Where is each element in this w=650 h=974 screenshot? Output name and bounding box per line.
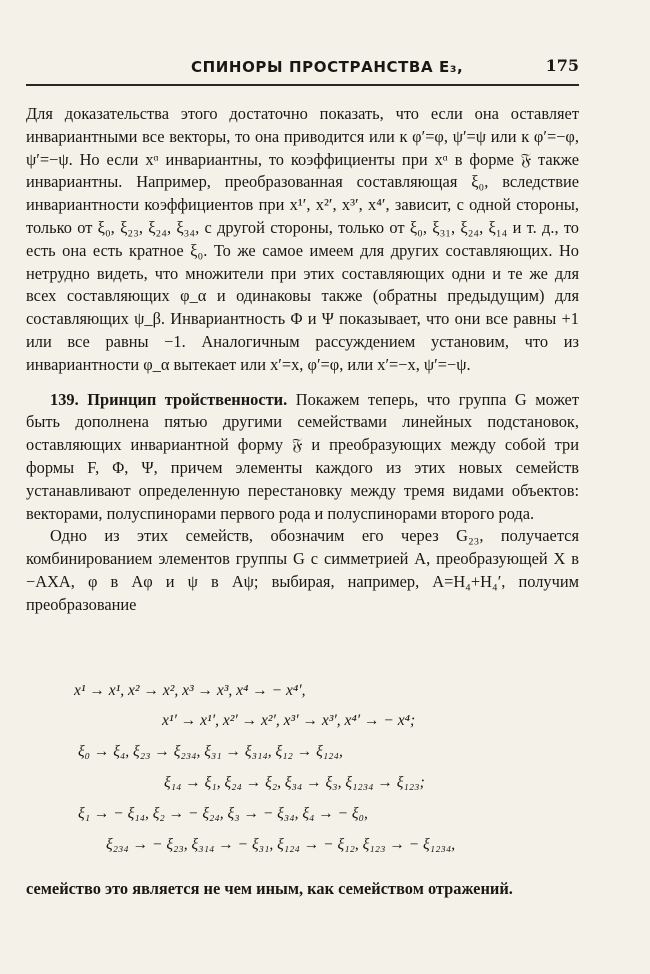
formula-line: ξ₁₄ → ξ₁, ξ₂₄ → ξ₂, ξ₃₄ → ξ₃, ξ₁₂₃₄ → ξ₁₂₃; <box>164 774 425 791</box>
formula-line: ξ₁ → − ξ₁₄, ξ₂ → − ξ₂₄, ξ₃ → − ξ₃₄, ξ₄ → − ξ₀, <box>78 805 368 822</box>
running-title: СПИНОРЫ ПРОСТРАНСТВА E₃, <box>191 58 464 76</box>
header-rule <box>26 84 579 86</box>
section-139 <box>26 389 579 526</box>
closing-text: семейство это является не чем иным, как семейством отражений. <box>26 879 513 898</box>
paragraph-proof: Для доказательства этого достаточно показать, что если она оставляет инвариантными все векторы, то она приводится или к φ′=φ, ψ′=ψ или к φ′=−φ, ψ′=−ψ. Но если xᵅ инвариантны, то коэффициенты при xᵅ в форме 𝔉 также инвариантны. Например, преобразованная составляющая ξ₀, вследствие инвариантности коэффициентов при x¹′, x²′, x³′, x⁴′, зависит, с одной стороны, только от ξ₀, ξ₂₃, ξ₂₄, ξ₃₄, с другой стороны, только от ξ₀, ξ₃₁, ξ₂₄, ξ₁₄ и т. д., то есть она есть кратное ξ₀. То же самое имеем для других составляющих. Но нетрудно видеть, что множители при этих составляющих одни и те же для всех составляющих φ_α и одинаковы также (обратны предыдущим) для составляющих ψ_β. Инвариантность Φ и Ψ показывает, что они все равны +1 или все равны −1. Аналогичным рассуждением установим, что из инвариантности φ_α вытекает или x′=x, φ′=φ, или x′=−x, ψ′=−ψ. <box>26 104 579 374</box>
section-text: Покажем теперь, что группа G может быть дополнена пятью другими семействами линейных подстановок, оставляющих инвариантной форму 𝔉 и преобразующих между собой три формы F, Φ, Ψ, причем элементы каждого из этих новых семейств устанавливают определенную перестановку между тремя видами объектов: векторами, полуспинорами первого рода и полуспинорами второго рода. <box>26 389 579 523</box>
paragraph-family: Одно из этих семейств, обозначим его через G₂₃, получается комбинированием элементов группы G с симметрией A, преобразующей X в −AXA, φ в Aφ и ψ в Aψ; выбирая, например, A=H₄+H₄′, получим преобразование <box>26 526 579 614</box>
formula-line: ξ₀ → ξ₄, ξ₂₃ → ξ₂₃₄, ξ₃₁ → ξ₃₁₄, ξ₁₂ → ξ₁₂₄, <box>78 743 343 760</box>
formula-line: ξ₂₃₄ → − ξ₂₃, ξ₃₁₄ → − ξ₃₁, ξ₁₂₄ → − ξ₁₂, ξ₁₂₃ → − ξ₁₂₃₄, <box>106 836 456 853</box>
formula-line: x¹′ → x¹′, x²′ → x²′, x³′ → x³′, x⁴′ → − x⁴; <box>162 712 416 729</box>
page-header <box>26 56 579 80</box>
formula-line: x¹ → x¹, x² → x², x³ → x³, x⁴ → − x⁴′, <box>74 682 306 699</box>
main-text <box>26 103 579 617</box>
section-heading: 139. Принцип тройственности. <box>50 389 288 409</box>
page-number: 175 <box>545 56 579 75</box>
